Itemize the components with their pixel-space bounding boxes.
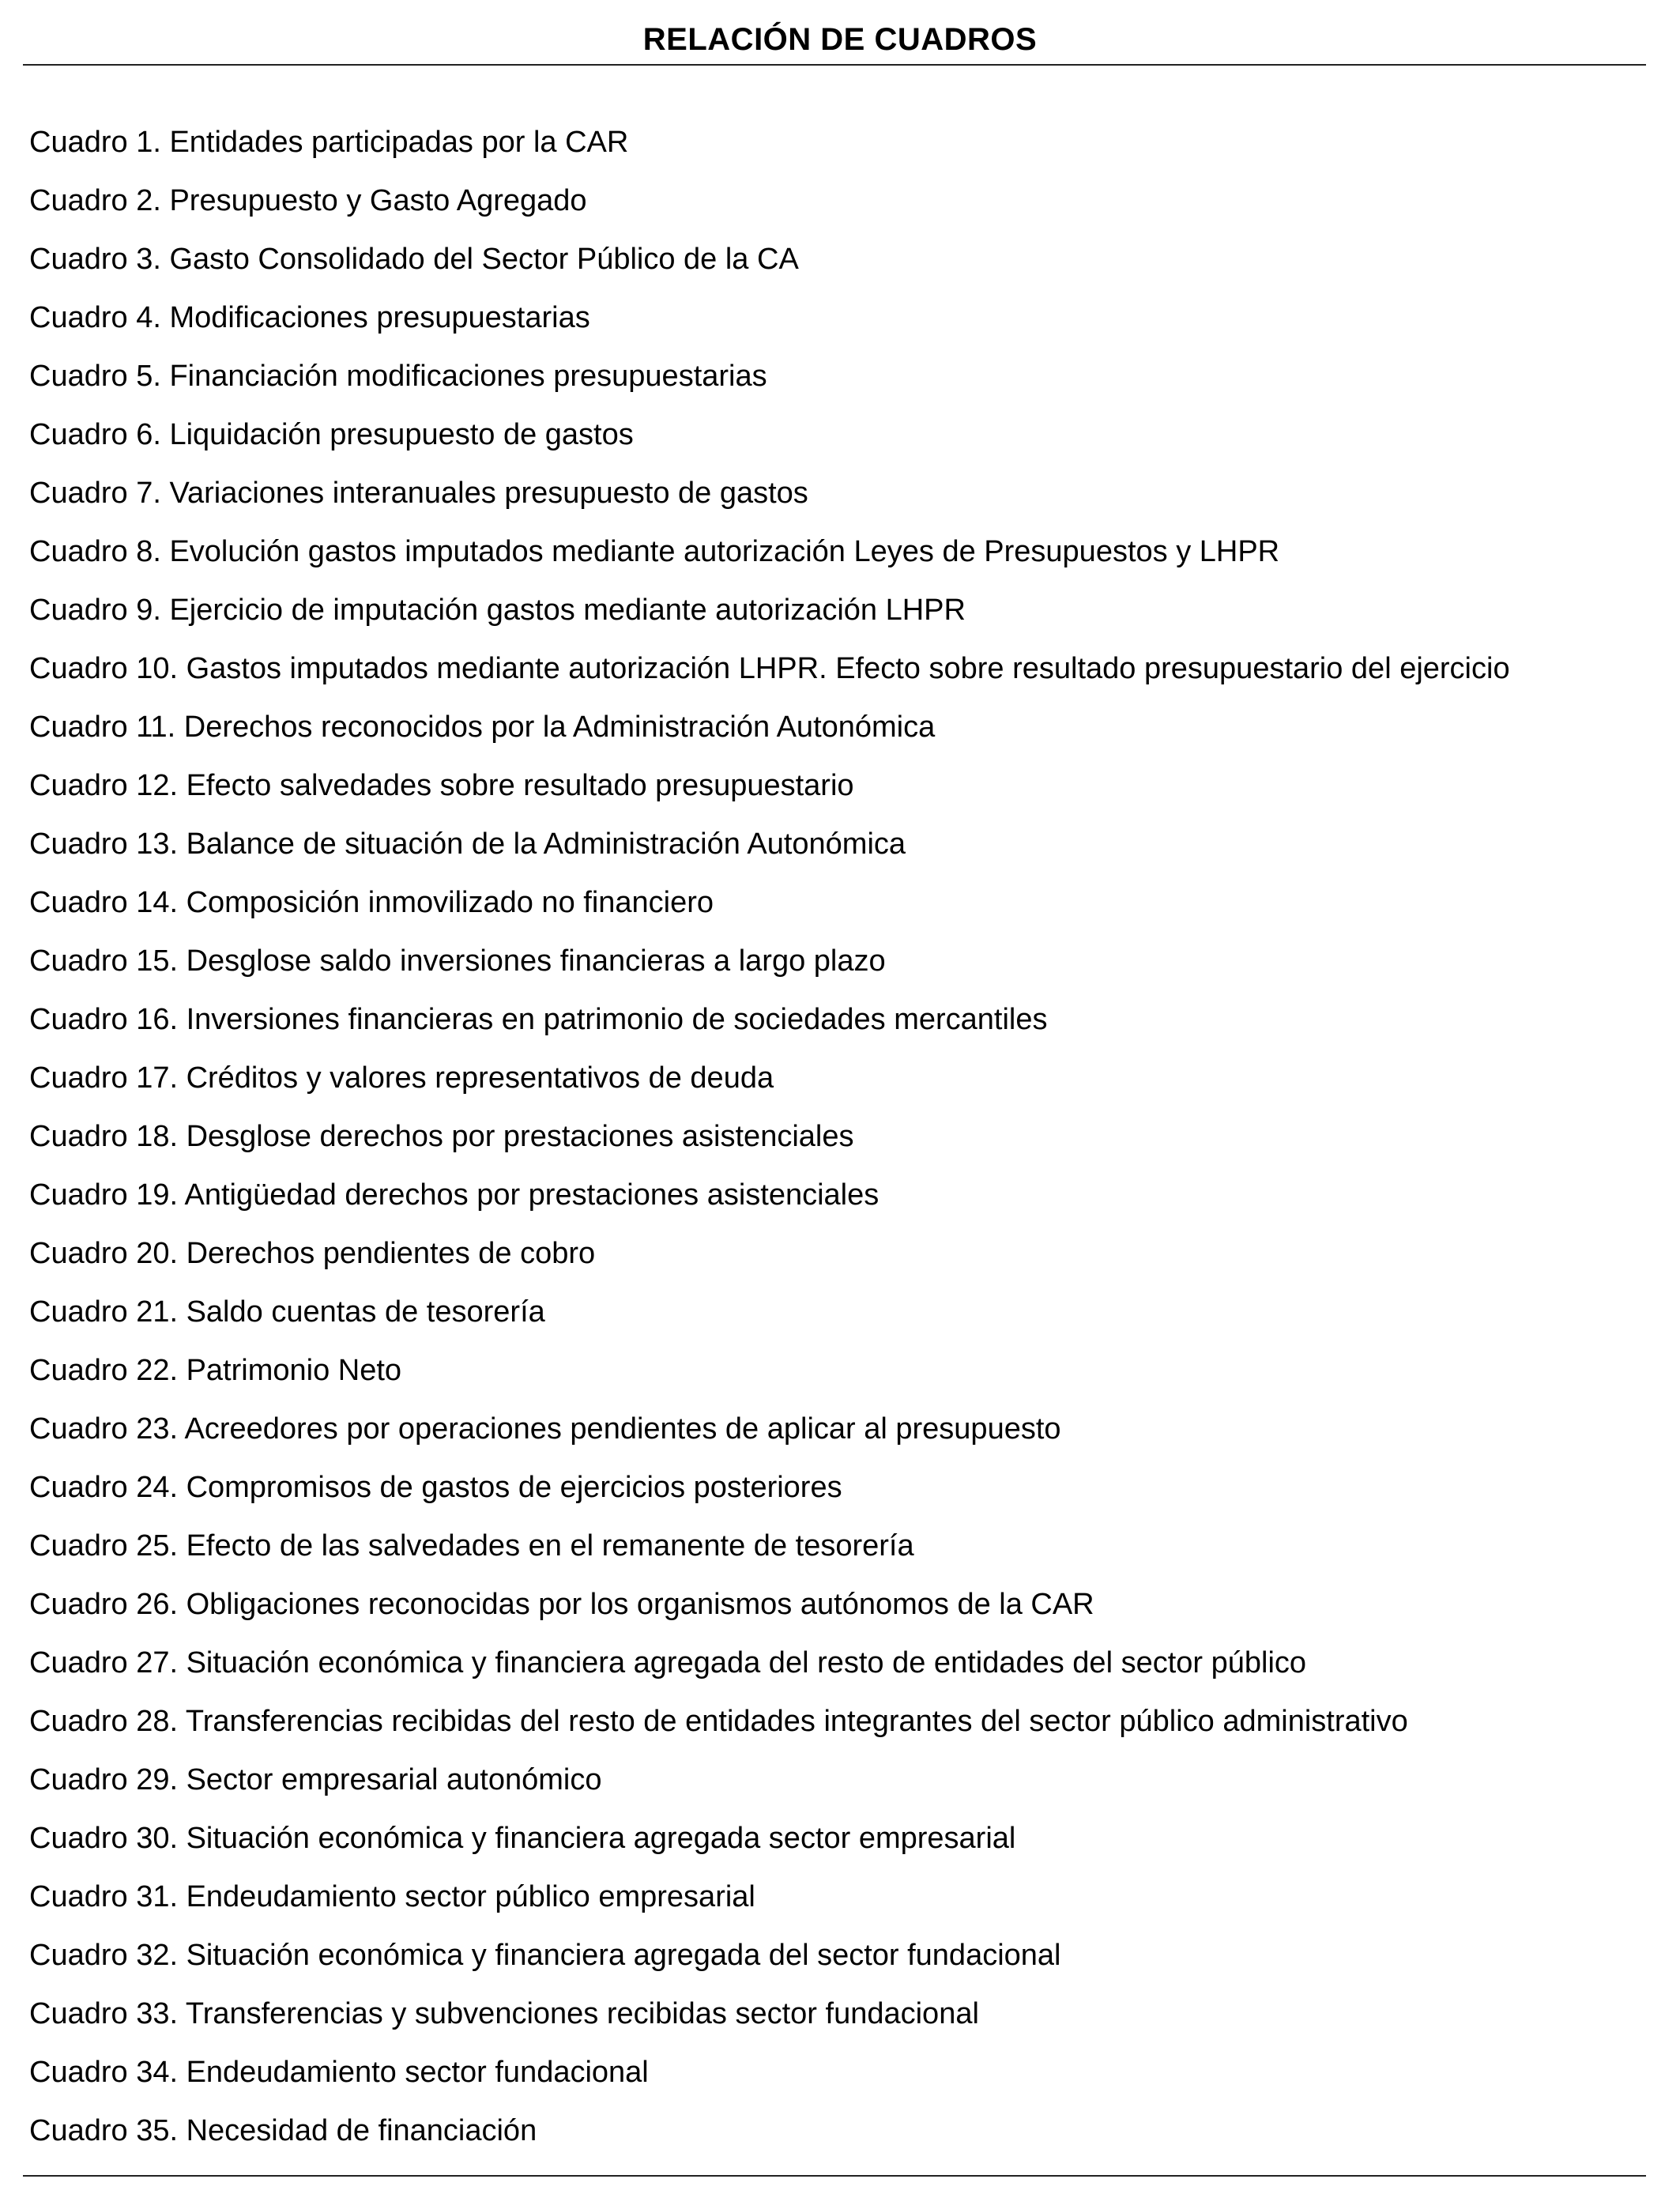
- footer-divider: [23, 2175, 1646, 2177]
- list-item[interactable]: Cuadro 11. Derechos reconocidos por la Administración Autonómica: [29, 711, 936, 744]
- list-item[interactable]: Cuadro 34. Endeudamiento sector fundacional: [29, 2056, 649, 2089]
- list-item[interactable]: Cuadro 28. Transferencias recibidas del resto de entidades integrantes del sector público administrativo: [29, 1705, 1408, 1738]
- list-item[interactable]: Cuadro 25. Efecto de las salvedades en el remanente de tesorería: [29, 1529, 914, 1563]
- table-list: [29, 123, 1602, 2170]
- list-item[interactable]: Cuadro 35. Necesidad de financiación: [29, 2114, 537, 2147]
- list-item[interactable]: Cuadro 29. Sector empresarial autonómico: [29, 1763, 602, 1796]
- list-item[interactable]: Cuadro 19. Antigüedad derechos por prestaciones asistenciales: [29, 1178, 880, 1212]
- list-item[interactable]: Cuadro 15. Desglose saldo inversiones financieras a largo plazo: [29, 944, 886, 978]
- list-item[interactable]: Cuadro 17. Créditos y valores representativos de deuda: [29, 1061, 774, 1095]
- list-item[interactable]: Cuadro 21. Saldo cuentas de tesorería: [29, 1295, 545, 1329]
- list-item[interactable]: Cuadro 18. Desglose derechos por prestaciones asistenciales: [29, 1120, 854, 1153]
- list-item[interactable]: Cuadro 30. Situación económica y financiera agregada sector empresarial: [29, 1822, 1016, 1855]
- list-item[interactable]: Cuadro 26. Obligaciones reconocidas por los organismos autónomos de la CAR: [29, 1588, 1094, 1621]
- list-item[interactable]: Cuadro 16. Inversiones financieras en patrimonio de sociedades mercantiles: [29, 1003, 1048, 1036]
- list-item[interactable]: Cuadro 9. Ejercicio de imputación gastos mediante autorización LHPR: [29, 594, 966, 627]
- list-item[interactable]: Cuadro 27. Situación económica y financiera agregada del resto de entidades del sector público: [29, 1646, 1307, 1679]
- list-item[interactable]: Cuadro 3. Gasto Consolidado del Sector Público de la CA: [29, 243, 799, 276]
- list-item[interactable]: Cuadro 1. Entidades participadas por la CAR: [29, 126, 629, 159]
- list-item[interactable]: Cuadro 6. Liquidación presupuesto de gastos: [29, 418, 634, 451]
- page-title: RELACIÓN DE CUADROS: [642, 22, 1038, 57]
- list-item[interactable]: Cuadro 10. Gastos imputados mediante autorización LHPR. Efecto sobre resultado presupuestario del ejercicio: [29, 652, 1510, 685]
- list-item[interactable]: Cuadro 8. Evolución gastos imputados mediante autorización Leyes de Presupuestos y LHPR: [29, 535, 1280, 568]
- list-item[interactable]: Cuadro 22. Patrimonio Neto: [29, 1354, 402, 1387]
- list-item[interactable]: Cuadro 32. Situación económica y financiera agregada del sector fundacional: [29, 1939, 1061, 1972]
- list-item[interactable]: Cuadro 33. Transferencias y subvenciones recibidas sector fundacional: [29, 1997, 979, 2030]
- list-item[interactable]: Cuadro 23. Acreedores por operaciones pendientes de aplicar al presupuesto: [29, 1412, 1061, 1446]
- list-item[interactable]: Cuadro 12. Efecto salvedades sobre resultado presupuestario: [29, 769, 854, 802]
- title-divider: [23, 64, 1646, 66]
- list-item[interactable]: Cuadro 24. Compromisos de gastos de ejercicios posteriores: [29, 1471, 842, 1504]
- list-item[interactable]: Cuadro 13. Balance de situación de la Administración Autonómica: [29, 827, 906, 861]
- list-item[interactable]: Cuadro 5. Financiación modificaciones presupuestarias: [29, 360, 767, 393]
- list-item[interactable]: Cuadro 7. Variaciones interanuales presupuesto de gastos: [29, 477, 808, 510]
- list-item[interactable]: Cuadro 4. Modificaciones presupuestarias: [29, 301, 590, 334]
- list-item[interactable]: Cuadro 31. Endeudamiento sector público empresarial: [29, 1880, 755, 1913]
- list-item[interactable]: Cuadro 2. Presupuesto y Gasto Agregado: [29, 184, 587, 217]
- list-item[interactable]: Cuadro 14. Composición inmovilizado no financiero: [29, 886, 714, 919]
- list-item[interactable]: Cuadro 20. Derechos pendientes de cobro: [29, 1237, 596, 1270]
